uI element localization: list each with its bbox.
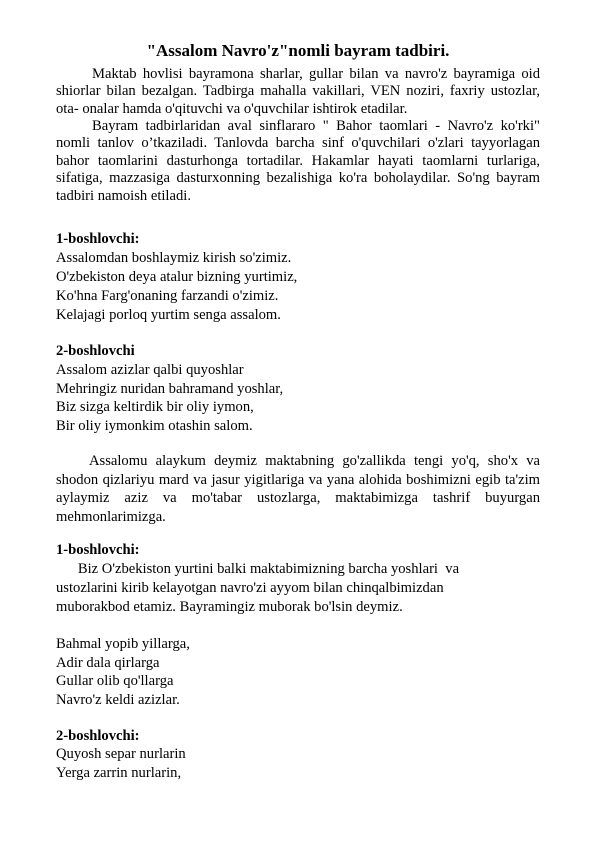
section1-line: Kelajagi porloq yurtim senga assalom. [56, 307, 281, 323]
poem-line: Adir dala qirlarga [56, 655, 160, 671]
section3-heading: 1-boshlovchi: [56, 542, 140, 558]
section2-line: Biz sizga keltirdik bir oliy iymon, [56, 399, 254, 415]
intro-paragraph-1: Maktab hovlisi bayramona sharlar, gullar bilan va navro'z bayramiga oid shiorlar bilan bezalgan. Tadbirga mahalla vakillari, VEN noziri, faxriy ustozlar, ota- onalar hamda o'qituvchi va o'quvchilar ishtirok etadilar. [56, 66, 540, 117]
section3-line: muborakbod etamiz. Bayramingiz muborak bo'lsin deymiz. [56, 599, 403, 615]
greeting-paragraph: Assalomu alaykum deymiz maktabning go'zallikda tengi yo'q, sho'x va shodon qizlariyu mard va jasur yigitlariga va yana alohida boshimizni egib ta'zim aylaymiz aziz va mo'tabar ustozlarga, maktabimizga tashrif buyurgan mehmonlarimizga. [56, 453, 540, 525]
poem-line: Navro'z keldi azizlar. [56, 692, 180, 708]
section2-line: Assalom azizlar qalbi quyoshlar [56, 362, 244, 378]
document-title: "Assalom Navro'z"nomli bayram tadbiri. [146, 41, 450, 60]
section2-heading: 2-boshlovchi [56, 343, 135, 359]
section1-line: Assalomdan boshlaymiz kirish so'zimiz. [56, 250, 292, 266]
section1-line: O'zbekiston deya atalur bizning yurtimiz, [56, 269, 298, 285]
section4-line: Quyosh separ nurlarin [56, 746, 186, 762]
poem-line: Gullar olib qo'llarga [56, 673, 174, 689]
section4-heading: 2-boshlovchi: [56, 728, 140, 744]
section2-line: Bir oliy iymonkim otashin salom. [56, 418, 253, 434]
intro-paragraph-2: Bayram tadbirlaridan aval sinflararo " Bahor taomlari - Navro'z ko'rki" nomli tanlov o’tkaziladi. Tanlovda barcha sinf o'quvchilari o'zlari tayyorlagan bahor taomlarini dasturhonga tortadilar. Hakamlar hayati taomlarni turlariga, sifatiga, mazzasiga dasturxonning bezalishiga ko'ra boholaydilar. So'ng bayram tadbiri namoish etiladi. [56, 118, 540, 204]
poem-line: Bahmal yopib yillarga, [56, 636, 190, 652]
section1-heading: 1-boshlovchi: [56, 231, 140, 247]
section4-line: Yerga zarrin nurlarin, [56, 765, 182, 781]
section3-line: Biz O'zbekiston yurtini balki maktabimizning barcha yoshlari va [56, 561, 460, 577]
section2-line: Mehringiz nuridan bahramand yoshlar, [56, 381, 284, 397]
section3-line: ustozlarini kirib kelayotgan navro'zi ayyom bilan chinqalbimizdan [56, 580, 444, 596]
section1-line: Ko'hna Farg'onaning farzandi o'zimiz. [56, 288, 279, 304]
